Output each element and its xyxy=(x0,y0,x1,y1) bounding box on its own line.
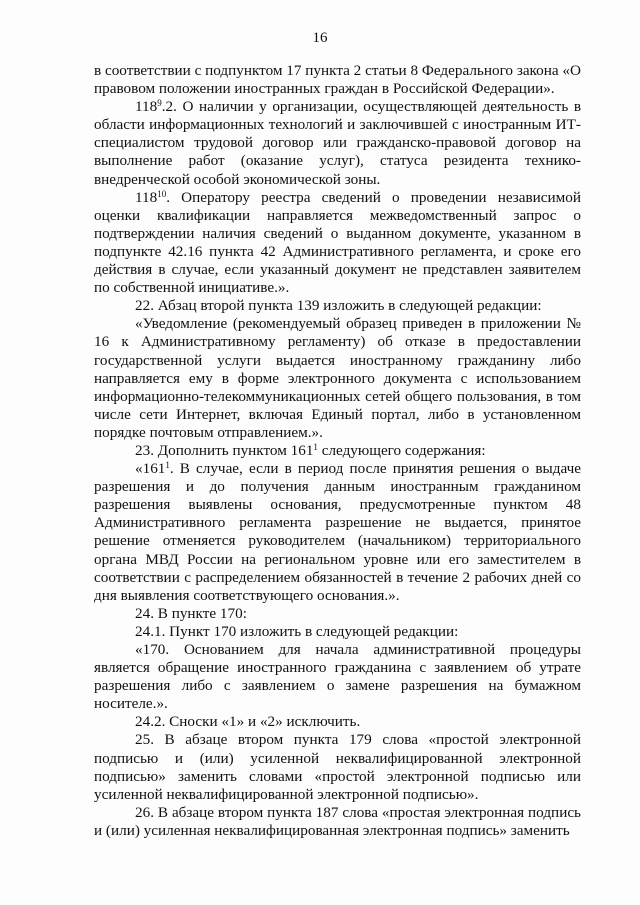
paragraph: «170. Основанием для начала административной процедуры является обращение иностранного гражданина с заявлением об утрате разрешения либо с заявлением о замене разрешения на бумажном носителе.». xyxy=(94,641,581,713)
paragraph: «$161^1$. В случае, если в период после принятия решения о выдаче разрешения и до получения данным иностранным гражданином разрешения выявлены основания, предусмотренные пунктом 48 Административного регламента разрешение не выдается, принятое решение отменяется руководителем (начальником) территориального органа МВД России на региональном уровне или его заместителем в соответствии с распределением обязанностей в течение 2 рабочих дней со дня выявления соответствующего основания.». xyxy=(94,460,581,604)
paragraph: 24.1. Пункт 170 изложить в следующей редакции: xyxy=(135,622,459,640)
paragraph: 25. В абзаце втором пункта 179 слова «простой электронной подписью и (или) усиленной неквалифицированной электронной подписью» заменить словами «простой электронной подписью или усиленной неквалифицированной электронной подписью». xyxy=(94,731,581,803)
paragraph: 23. Дополнить пунктом $161^1$ следующего содержания: xyxy=(135,441,486,459)
paragraph: 22. Абзац второй пункта 139 изложить в следующей редакции: xyxy=(135,297,542,315)
paragraph: 24.2. Сноски «1» и «2» исключить. xyxy=(135,713,361,731)
paragraph: $118^9.2$. О наличии у организации, осуществляющей деятельность в области информационных технологий и заключившей с иностранным ИТ-специалистом трудовой договор или гражданско-правовой договор на выполнение работ (оказание услуг), статуса резидента технико-внедренческой особой экономической зоны. xyxy=(94,98,581,188)
paragraph: 26. В абзаце втором пункта 187 слова «простая электронная подпись и (или) усиленная неквалифицированная электронная подпись» заменить xyxy=(94,803,581,839)
paragraph: $118^{10}$. Оператору реестра сведений о проведении независимой оценки квалификации направляется межведомственный запрос о подтверждении наличия сведений о выданном документе, указанном в подпункте 42.16 пункта 42 Административного регламента, и сроке его действия в случае, если указанный документ не представлен заявителем по собственной инициативе.». xyxy=(94,188,581,297)
paragraph: 24. В пункте 170: xyxy=(135,604,247,622)
page-number: 16 xyxy=(312,30,328,46)
document-body xyxy=(94,62,581,840)
paragraph: в соответствии с подпунктом 17 пункта 2 статьи 8 Федерального закона «О правовом положении иностранных граждан в Российской Федерации». xyxy=(94,62,581,98)
paragraph: «Уведомление (рекомендуемый образец приведен в приложении № 16 к Административному регламенту) об отказе в предоставлении государственной услуги выдается иностранному гражданину либо направляется ему в форме электронного документа с использованием информационно-телекоммуникационных сетей общего пользования, в том числе сети Интернет, включая Единый портал, либо в установленном порядке почтовым отправлением.». xyxy=(94,315,581,441)
